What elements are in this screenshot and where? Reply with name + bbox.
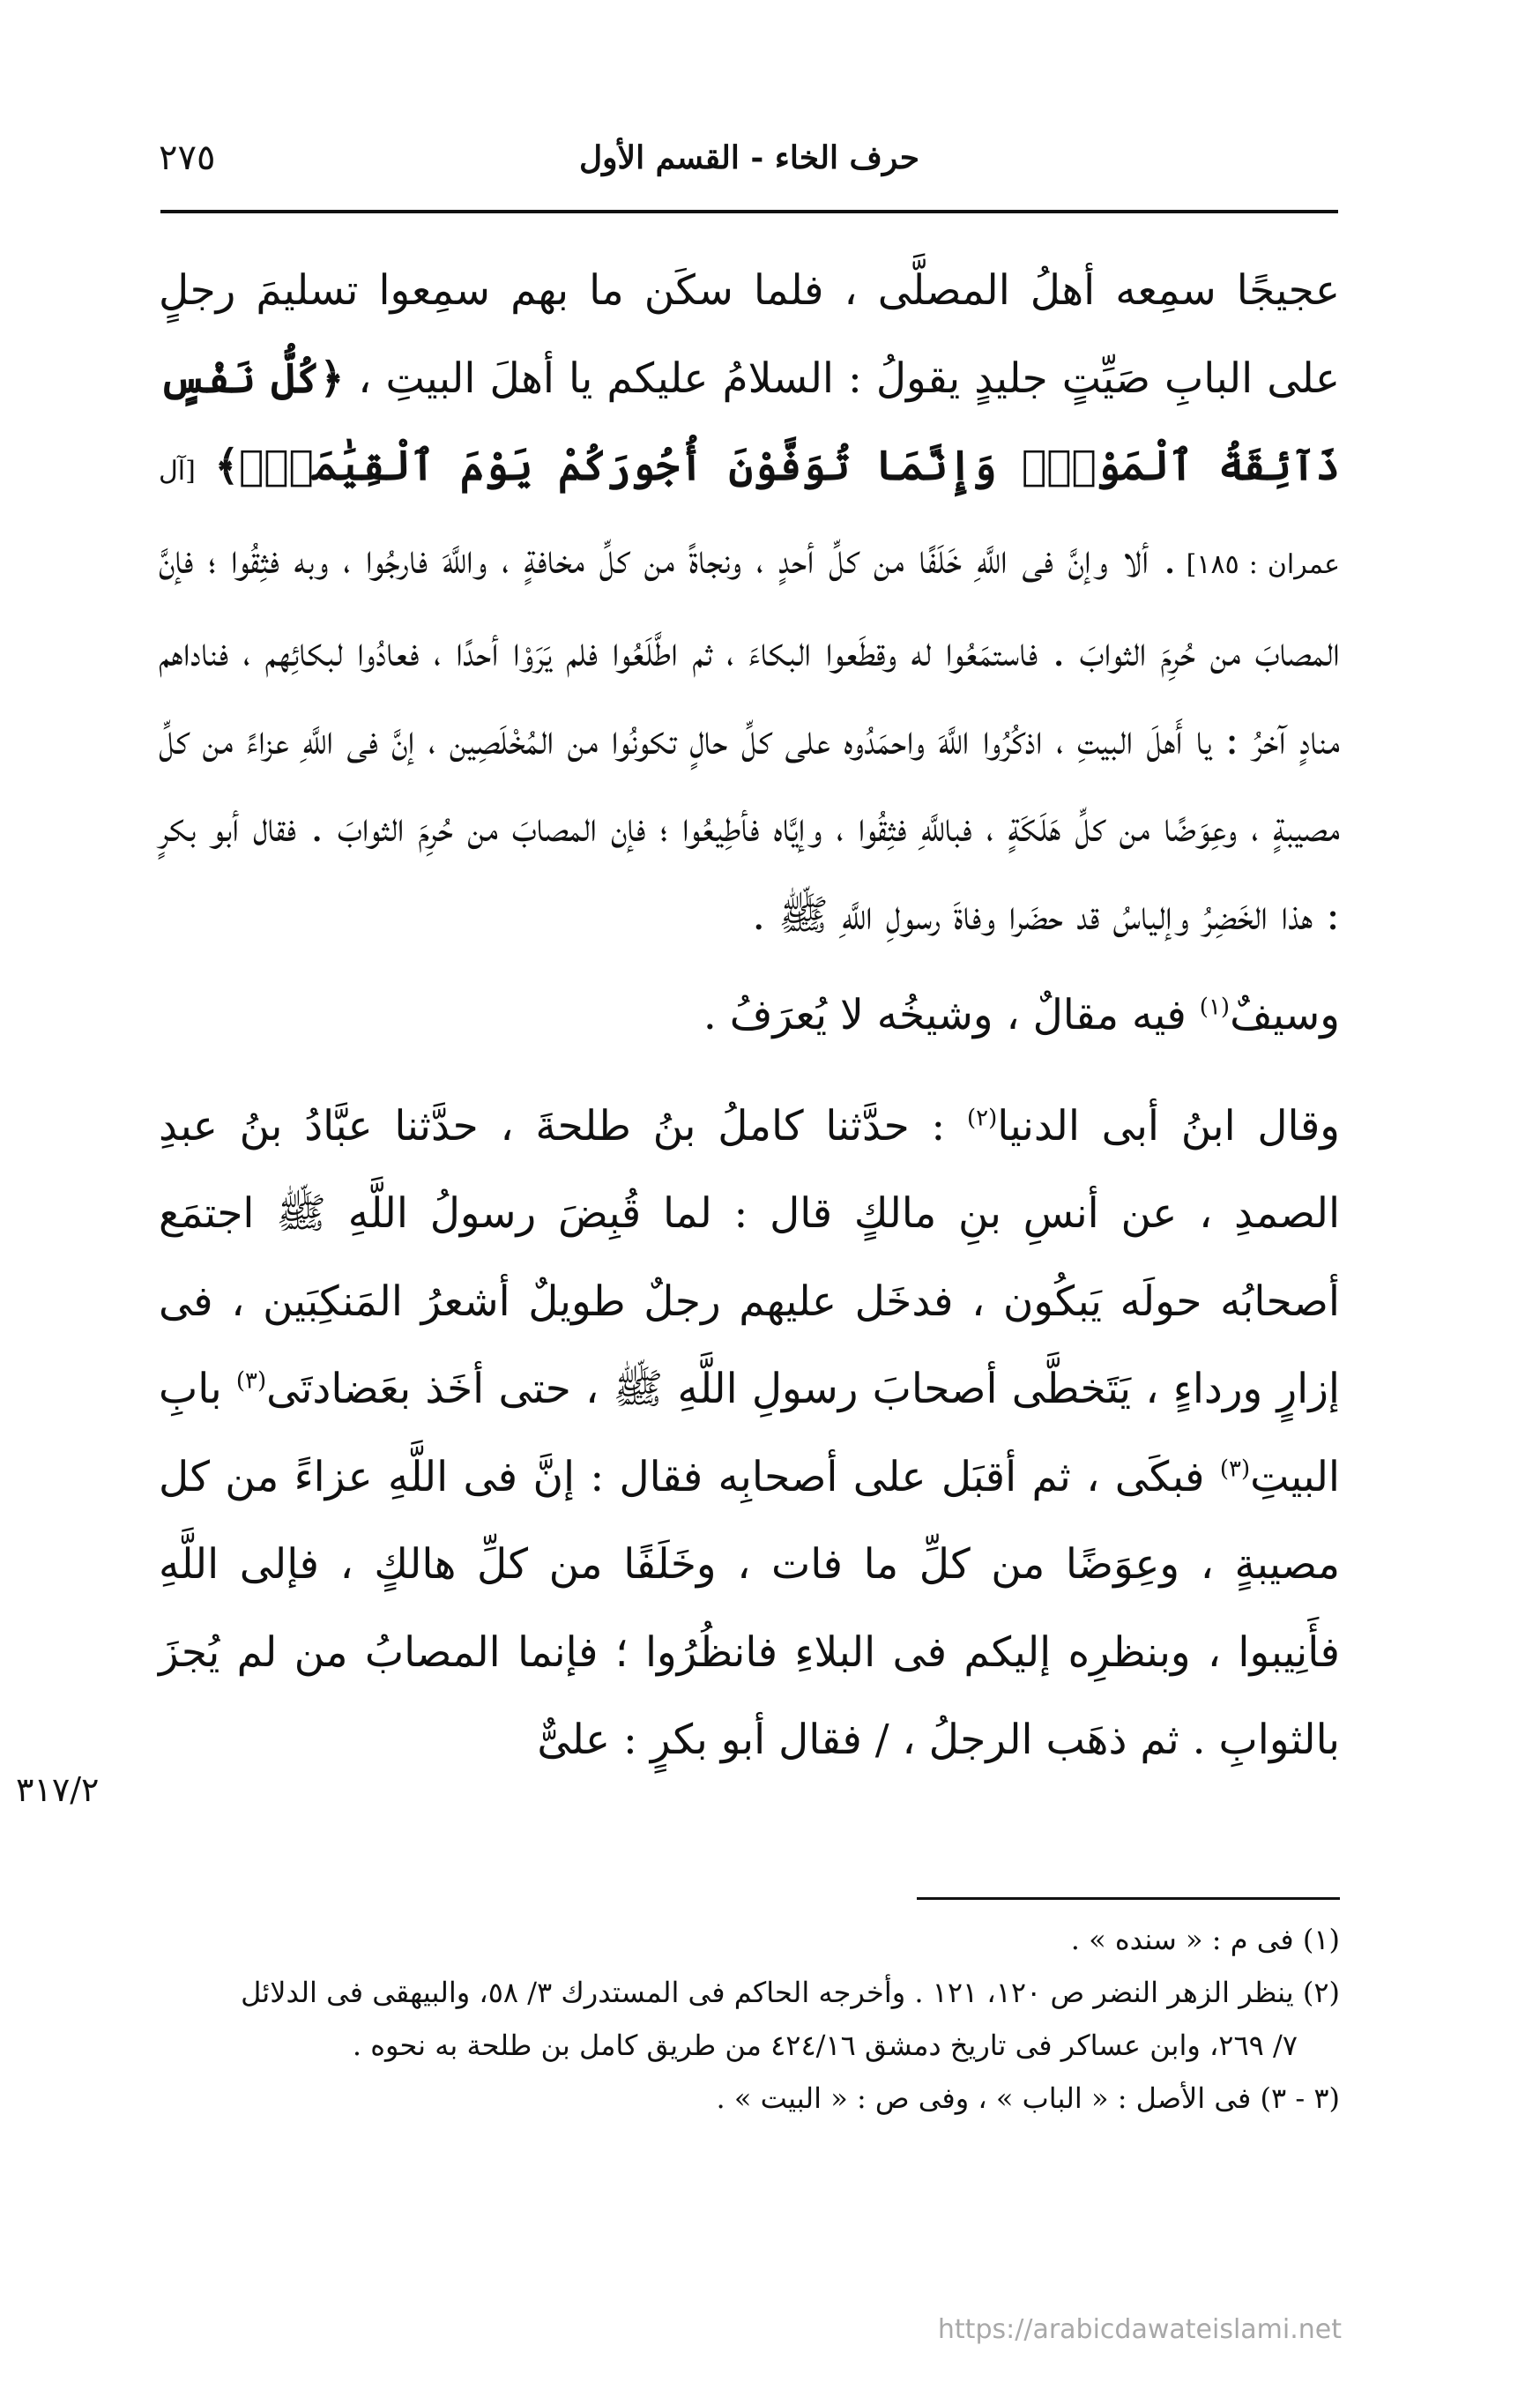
paragraph-1-text-end: . ألا وإنَّ فى اللَّهِ خَلَفًا من كلِّ أحدٍ ، ونجاةً من كلِّ مخافةٍ ، واللَّهَ فارجُوا ، وبه فثِقُوا ؛ فإنَّ المصابَ من حُرِمَ الثوابَ . فاستمَعُوا له وقطَعوا البكاءَ ، ثم اطَّلَعُوا فلم يَرَوْا أحدًا ، فعادُوا لبكائِهم ، فناداهم منادٍ آخرُ : يا أَهلَ البيتِ ، اذكُرُوا اللَّهَ واحمَدُوه على كلِّ حالٍ تكونُوا من المُخْلَصِين ، إنَّ فى اللَّهِ عزاءً من كلِّ مصيبةٍ ، وعِوَضًا من كلِّ هَلَكَةٍ ، فباللَّهِ فثِقُوا ، وإيَّاه فأطِيعُوا ؛ فإن المصابَ من حُرِمَ الثوابَ . فقال أبو بكرٍ : هذا الخَضِرُ وإلياسُ قد حضَرا وفاةَ رسولِ اللَّهِ ﷺ . <box>159 534 1340 940</box>
header-rule <box>160 210 1338 213</box>
running-title: حرف الخاء - القسم الأول <box>579 139 919 176</box>
footnote-2-continued: ٧/ ٢٦٩، وابن عساكر فى تاريخ دمشق ٤٢٤/١٦ من طريق كامل بن طلحة به نحوه . <box>352 2029 1298 2062</box>
paragraph-2 <box>159 972 1340 1060</box>
paragraph-3 <box>159 1083 1340 1784</box>
quran-verse: ﴿كُلُّ نَفْسٍ ذَآئِقَةُ ٱلْمَوْتِۗ وَإِنَّمَا تُوَفَّوْنَ أُجُورَكُمْ يَوْمَ ٱلْقِيَٰمَةِۖ﴾ <box>159 354 1340 490</box>
paragraph-3-text-1: وقال ابنُ أبى الدنيا <box>997 1101 1340 1150</box>
main-text <box>159 247 1340 1784</box>
margin-page-reference: ٣١٧/٢ <box>16 1770 100 1809</box>
paragraph-1 <box>159 247 1340 959</box>
paragraph-1-text-start: عجيجًا سمِعه أهلُ المصلَّى ، فلما سكَن ما بهم سمِعوا تسليمَ رجلٍ على البابِ صَيِّتٍ جليدٍ يقولُ : السلامُ عليكم يا أهلَ البيتِ ، <box>159 266 1340 403</box>
footnote-marker-2: (٢) <box>967 1104 998 1131</box>
paragraph-2-text-end: فيه مقالٌ ، وشيخُه لا يُعرَفُ . <box>703 991 1200 1039</box>
footnote-2: (٢) ينظر الزهر النضر ص ١٢٠، ١٢١ . وأخرجه الحاكم فى المستدرك ٣/ ٥٨، والبيهقى فى الدلائل <box>241 1976 1340 2009</box>
paragraph-3-text-3: بابِ البيتِ <box>159 1365 1340 1501</box>
footnote-marker-3-open: (٣) <box>235 1367 267 1395</box>
watermark-url: https://arabicdawateislami.net <box>937 2314 1342 2345</box>
paragraph-3-text-2: : حدَّثنا كاملُ بنُ طلحةَ ، حدَّثنا عبَّادُ بنُ عبدِ الصمدِ ، عن أنسِ بنِ مالكٍ قال : لما قُبِضَ رسولُ اللَّهِ ﷺ اجتمَع أصحابُه حولَه يَبكُون ، فدخَل عليهم رجلٌ طويلٌ أشعرُ المَنكِبَين ، فى إزارٍ ورداءٍ ، يَتَخطَّى أصحابَ رسولِ اللَّهِ ﷺ ، حتى أخَذ بعَضادتَى <box>159 1101 1340 1413</box>
footnote-separator <box>917 1897 1340 1900</box>
footnote-marker-3-close: (٣) <box>1219 1455 1251 1482</box>
verse-citation: [آل عمران : ١٨٥] <box>159 456 1340 580</box>
footnotes <box>132 1913 1340 2125</box>
footnote-marker-1: (١) <box>1199 994 1231 1021</box>
footnote-3: (٣ - ٣) فى الأصل : « الباب » ، وفى ص : « البيت » . <box>716 2081 1340 2115</box>
page-number: ٢٧٥ <box>159 138 216 178</box>
paragraph-3-text-4: فبكَى ، ثم أقبَل على أصحابِه فقال : إنَّ فى اللَّهِ عزاءً من كل مصيبةٍ ، وعِوَضًا من كلِّ ما فات ، وخَلَفًا من كلِّ هالكٍ ، فإلى اللَّهِ فأَنِيبوا ، وبنظرِه إليكم فى البلاءِ فانظُرُوا ؛ فإنما المصابُ من لم يُجزَ بالثوابِ . ثم ذهَب الرجلُ ، / فقال أبو بكرٍ : علىٌّ <box>159 1452 1340 1764</box>
page-header <box>159 132 1340 203</box>
footnote-1: (١) فى م : « سنده » . <box>1070 1923 1340 1956</box>
paragraph-2-text-start: وسيفٌ <box>1230 991 1340 1039</box>
